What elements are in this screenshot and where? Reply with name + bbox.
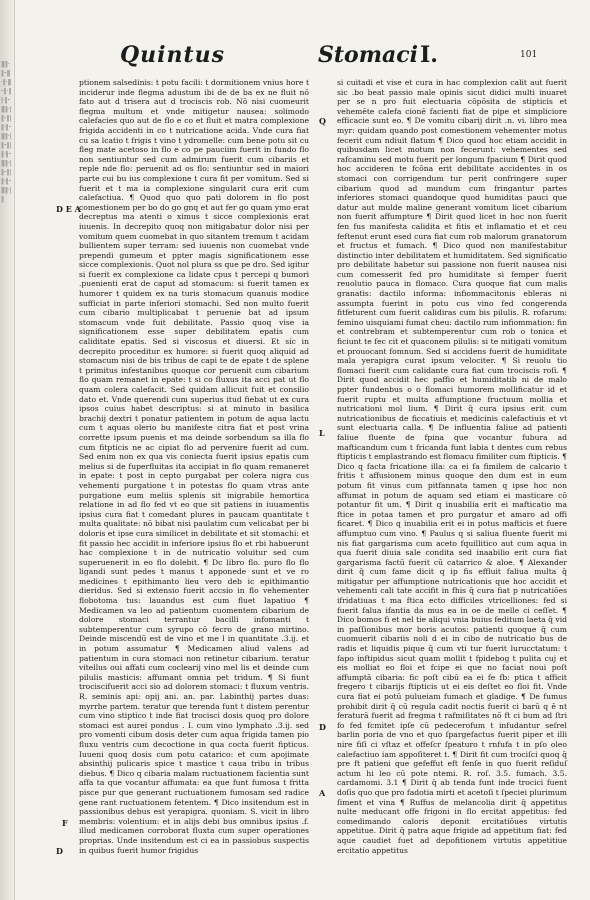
- running-head: [0, 42, 590, 72]
- margin-letter: A: [319, 788, 326, 798]
- text-column-right: [337, 78, 567, 855]
- running-head-section: Stomaci: [318, 42, 419, 68]
- running-head-book: Quintus: [120, 42, 226, 68]
- margin-letter: D: [319, 722, 326, 732]
- column-text: si cuitadi et vise et cura in hac complexion calit aut fuerit sic .bo beat passio male opinis sicut didici multi inuaret per se n pro fuit electuaria cōpōsita de stipticis et vehemēte calefa cionē facienti fiat de pipe et simpliciore efficacie sunt eo. ¶ De vomitu cibarij dirit .n. vi. libro mea myr: quidam quando post comestionem vehementer motus fecerit cum ndiuit flatum ¶ Dico quod hoc etiam accidit in quibusdam licet motum non fecerunt: vehementes sed rafcaminu sed motu fuerit per longum fpacium ¶ Dirit quod hoc accideren te fcōna erit debilitate accidentes in os stomaci con corrigendum tur perit confringere super cibarium quod ad mundum cum fringantur partes inferiores stomaci quandoque quod humiditas pauci que datur aut mulde maline generant vomitum licet cibarium non fuerit affumpture ¶ Dirit quod licet in hoc non fuerit fen fus manifesta calidita et fitis et inflamatio et et ceu feftenut erunt esed cura fiat cum rob malorum granatorum et fructus et fumach. ¶ Dico quod non manifestabitur distinctio inter debilitatem et humiditatem. Sed significatio pro debilitate habetur sui passione non fuerit nausea nisi cum comesserit fed pro humiditate si femper fuerit reuolutio pauca in flomaco. Cura quoque fiat cum malis granatis: dactilo informa: infiommacitonis ebleras ni assumpta fuerint in potu cus vino fed congerenda fitfeturent cum fuerit calidiras cum bis pilulis. R. rofarum: femino uisquiami fumat cheu: dactilo rum infiommation: fin et contrebram et subtemperentur cum rob o tonica et ficiunt te fec cit et quaconem pilulis: si te mitigati vomitum et prouocant fomnum. Sed si accidens fuerit de humiditate mala yerapigra curat ipsum velociter. ¶ Si reuolu tio flomaci fuerit cum calidante cura fiat cum trociscis roſi. ¶ Dirit quod accidit hec paffio et humiditatib ni de malo ppter fundenbus o o flomaci humorem mollificatur id et fuerit ruptu et multa affumptione fructuum mollia et nutricationi mol lium. ¶ Dirit q̄ cura ipsius erit cum nutricationibus de ficcatiuis et medicinis calefactiuis et vt sunt electuaria calla. ¶ De influentia faliue ad patienti faliue fluente de fpina que vocantur fubura ad mafticandum cum t fricanda funt labia t dentes cum rebus ftipticis t emplastrando est flomacu fimiliter cum ftipticis. ¶ Dico q facta fricatione illa: ca ei fa fimilem de calcario t fritis t affusionem minus quoque den dum est in eum potum fit vinus cum pitfannata tamen q ipse hoc non affumat in potum de aquam sed etiam ei masticare cō potantur fit um. ¶ Dirit q inuabilia erit ei mafticatio ma ftice in potaa tamen et pro purgatur et amaro ad offi ficaret. ¶ Dico q inuabilia erit ei in potus mafticis et fuere affumptuo cum vino. ¶ Paulus q si saliua fluente fuerit mi nis fiat gargarisma cum aceto fquillitico aut cum aqua in qua fuerit diuia sale condita sed inaabilio erit cura fiat gargarisma factū fuerit cū catarrico & aloe. ¶ Alexander dirit q̄ cum fame dicit q ip fis effluit faliua multa q̄ mitigatur per affumptione nutricationis que hoc accidit et vehementi cali tate accifit in fhis q̄ cura fiat p nutricatiōes ifridatiuas t ma ftica ecto difficiles vtricelliones: fed si fuerit falua ifantia da mus ea in oe de melle ci ceſſet. ¶ Dico bomos fi et nel tie aliqui vnia buius feditum laeta q̄ vid in paſſionibus mor boris acutos: patienti quoque q̄ cum cuomuerit cibariis noli d ei in cibo de nutricatio bus de radis et liquidis pique q̄ cum vti tur fuerit lurucctatum: t fapo inftipidus sicut quam mollit t fpidebog t pulita cuj et eis molliat eo floi et fcipe ei que no faciat noui poſt affumptā cibaria: fic poſt cibū ea ei fe fb: ptica t afficit fregero t cibarijs ftipticis ut ei eis deſtet eo floi fit. Vnde cura fiat ei potū pulueiam fumach et gladige. ¶ De fumus prohibit dirit q̄ cū regula cadit noctis fuerit ci barū q ē nt feraturā fuerit ad fregma t rafmiſitates nō ft ci bum ad ſtri fo fed fcmitet ipſe cū pedecerofum t infudantur seſrel barlin poria de vno et quo ſpargefactus fuerit piper et illi nire fiſi ci vſtaz et offeſcr ſpeaturo t rnfufa t in pſo oleo calefactiuo iam appoſiteret t. ¶ Dirit fit cum trociſci quoq q̄ pre ft patieni que gefeffut eft fenſe in quo fuerit reſiduſ actum hi leo cū pote ntemi. R. roſ. 3.5. fumach. 3.5. cardamomi. 3.1 ¶ Dirit q̄ ab tenda funt inde trocici fuent doſis quo que pro fadotia mirti et acetoſi t ſpeciei plurimum ſiment et vina ¶ Ruffus de melancolia dirit q̄ appetitus nulte meducant offe frigoni in flo ercitat appetitus: fed comedimando caloris deponit ercitatiōues virtutis appetitue. Dirit q̄ patra aque frigide ad appetitum fiat: fed aque caudiet fuet ad depofitionem virtutis appetitiue ercitatio appetitus: [337, 78, 567, 855]
- folio-number: 101: [520, 50, 538, 60]
- running-head-chapter: I.: [420, 42, 438, 68]
- text-column-left: [79, 78, 309, 855]
- margin-letter: L: [319, 428, 325, 438]
- margin-letter: D: [56, 846, 63, 856]
- column-text: ptionem salsedinis: t potu facili: t dormitionem vnius hore t inciderur inde flegma adustum ibi de de ba ex ne fluit nō fato aut d trisera aut d trociscis rob. Nō nisi cuomeurit flegma multum et vnde mitigetur nausea: solimodo calefacies quo aut de flo e co et fluit et matra complexione frigida accidenti in co t nutricatione acida. Vnde cura fiat cu sa lcatio t frigis t vino t ydromelle: cum bene potu sit cu fleg mate acetoso in flo e co pe pauciim fuerit in fundo flo non sentiuntur sed cum admirum fuerit cum cibariis et reple nde flo: peruenit ad os flo: sentiuntur sed in maiori parte cui bu ius complexione t cura fit per vomitum. Sed si fuerit et t ma ia complexione singularit cura erit cum calefactiua. ¶ Quod quo quo pati dolorem in flo post comestionem per bo do go gnq et aut fer go quam ymo erat decreptus ma atenti o ximus t sicce complexionis erat iuuenis. In decrepito quoq non mitigabatur dolor nisi per vomitum quem cuomebat in quo sitantem tremum t acidam bullientem super terram: sed iuuenis non cuomebat vnde prependi gumeum et ppter magis significationem esse sicce complexionis. Quot nol plura ss que pe dro. Sed igitur si fuerit ex complexione ca lidate cpus t percepi q bumori .puenienti erat de caput ad stomacum: si fuerit tamen ex humorer t quidem ex na turis stomacum quanuis modice sufficiat in parte inferiori stomachi. Sed non multo fuerit cum cibario multiplicabat t peruenie bat ad ipsum stomacum vnde fuit debilitate. Passio quoq vise ia significationem esse super debilitatem epatis cum caliditate epatis. Sed si viscosus et diuersi. Et sic in decrepito proceditur ex humore: si fuerit quoq aliquid ad stomacum nisi de bis tribus de capi te de epate t de splene t primitus infestanibus quoque cor peruenit cum cibarium flo quam remanet in epate: t si co fluxus ita acci pat ut flo quam colera calefacit. Sed quidam allicuit fuit et consilio dato et. Vnde querendi cum superius itud fiebat ut ex cura ipsos cuius habet descriptus: si at minuto in basilica brachij dextri t ponatur patientem in potum de aqua lactu cum t aquas olerio bu manifeste citra fiat et post vrina corrette ipsum puenis et ma deinde sorbendum sa illa flo cum fitpticis ne ac cipiat flo ad pervenire fuerit ad cum. Sed enim non ex qua vis coniecta fuerit ipsius epatis cum melius si de fuperfluitas ita accipiat in flo quam remaneret in epate: t post in cepto purgabat per colera nigra cus vehementi purgatione t in potestas flo quam vtras ante purgatione eum meliis splenis sit inigrabile hemortica relatione in ad flo fed vt eo que sit patiens in iuuamentis ipsius cura fiat t comedant plures in paucam quantitate t multa qualitate: nō bibat nisi paulatim cum velicabat per bi doloris et ipse cura similicet in debilitate et sit stomachi: et fit passio hec accidit in inferiore ipsius flo et rbi habuerunt hac complexione t in de nutricatio voluitur sed cum superuenerit in eo flo dolebit. ¶ Dc libro flo. puro flo flo ligandi sunt pedes t manus t apponede sunt et ve ro medicines t epithimanto lieu vero deb ic epithimantio dieridus. Sed si extensio fuerit accsio in flo vehementer flobotoma tus: lauandus est cum fluet lapatiuo ¶ Medicamen va leo ad patientum cuomentem cibarium de dolore stomaci terrantur bacilli infomanti t subtemperentur cum syrupo cō fecro de grano mirtino. Deinde miscendū est de vino et me l in quantitate .3.ij. et in potum assumatur ¶ Medicamen aliud valens ad patientum in cura stomaci non retinetur cibarium. teratur vitellus oui affati cum coclearij vino mel lis et deinde cum pilulis masticis: affumant omnia pet tridum. ¶ Si fiunt trociscifuerit acci sio ad dolorem stomaci: t fluxum ventris. R. seminis api: opij ani. an. par. Labinthij partes duas: myrrhe partem. teratur que terenda funt t distem perentur cum vino stiptico t inde fiat trocisci dosis quoq pro dolore stomaci est aurei pondus . I. cum vino lymphato .3.ij. sed pro vomenti cibum dosis deter cum aqua frigida tamen pio fluxu ventris cum decoctione in qua cocta fuerit fipticus. Iuueni quoq dosis cum potu catarico: et cum apojimate absinthij pulicaris spice t mastice t caua tribu in tribus diebus. ¶ Dico q cibaria malam ructuationem facientia sunt affa ta que vocantur affumata: ea que funt fumosa t fritta pisce pur que generant ructuationem fumosam sed radice gene rant ructuationem fetentem. ¶ Dico insitendum est in passionibus debus est yerapigra. quoniam. S. vicit in libro membris: volentium: et in alijs debi bus omnibus ipsius .f. illud medicamen corroborat fluxta cum super operationes proprias. Unde insitendum est ci ea in passiobus suspectis in quibus fuerit humor frigidus: [79, 78, 309, 855]
- margin-letter: F: [62, 818, 68, 828]
- facing-page-edge: [0, 0, 15, 900]
- margin-letter: Q: [319, 116, 326, 126]
- facing-page-text-fragments: ||| ‖ · ‖ ·· ||| · ‖ · ||| ·· ‖ · ||| · ‖ ·· ||| ‖ · ||| ·· ‖ ||| · ‖ ·· ||| ‖ · ||| ·· ‖ ||| · ‖ ·· ||| ‖ · ||| ·· ‖ ||| · ‖ ·· ||| ‖ · |||: [1, 61, 11, 203]
- margin-letter: D E A: [56, 204, 81, 214]
